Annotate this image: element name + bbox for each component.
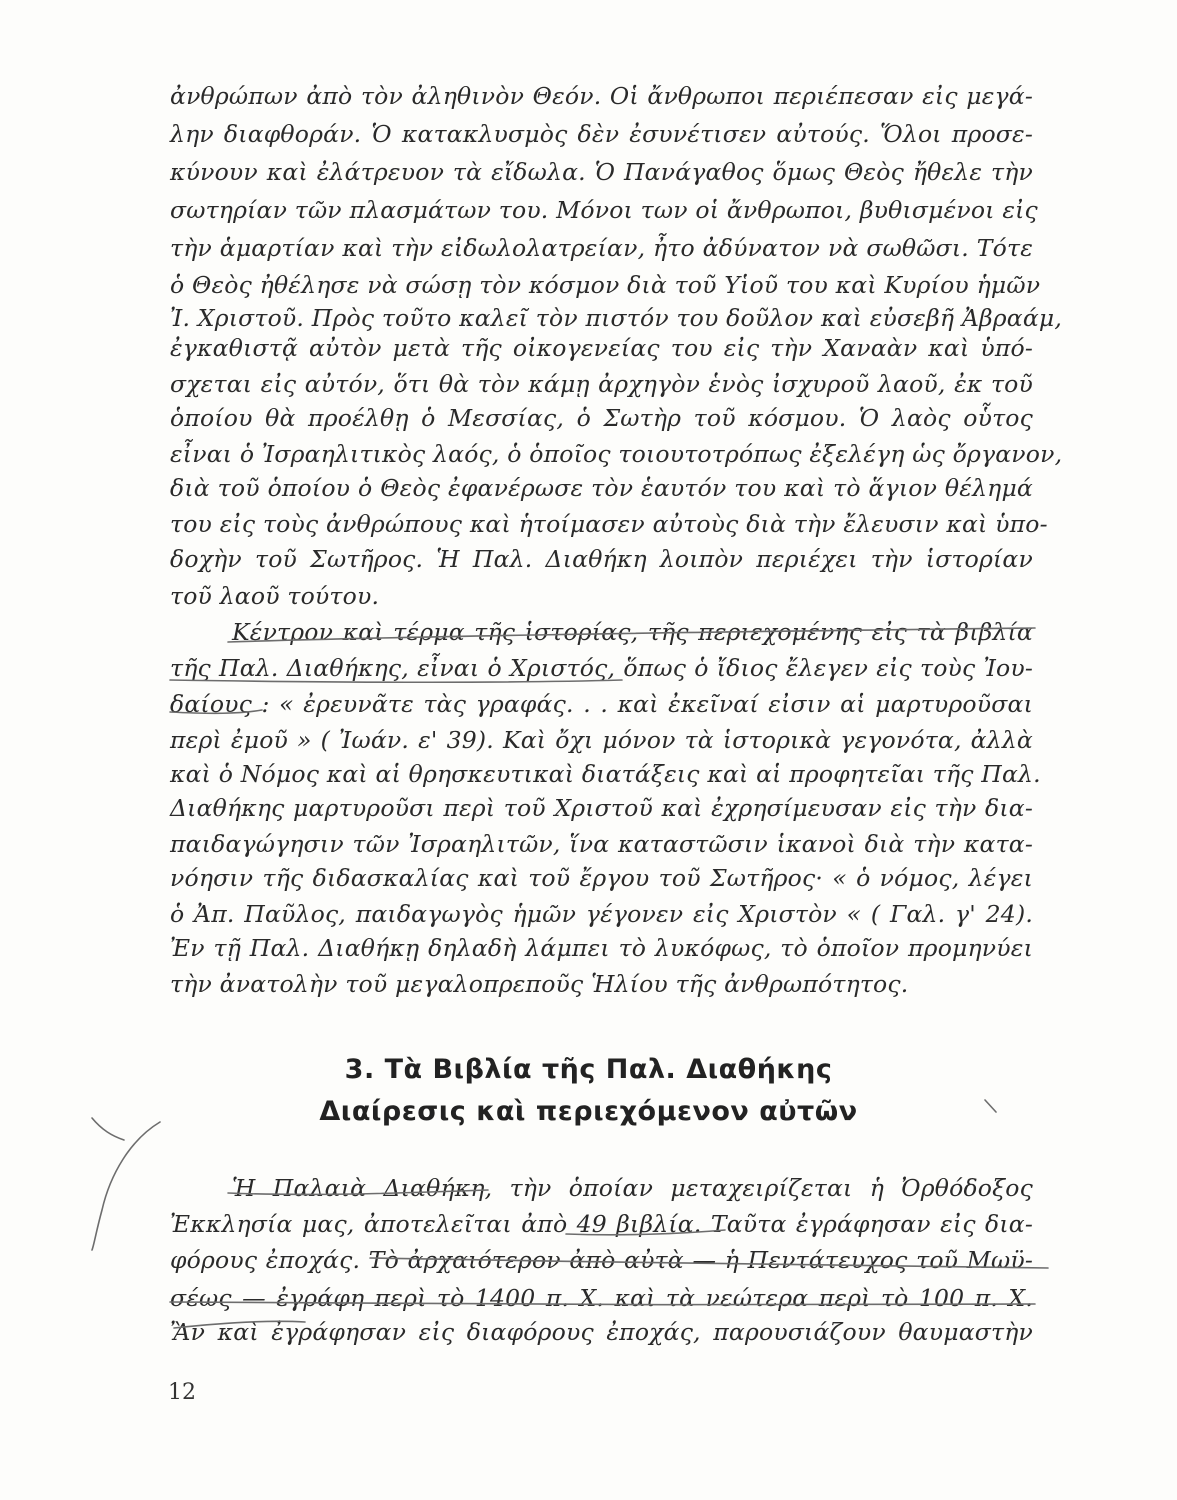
body-line: Διαθήκης μαρτυροῦσι περὶ τοῦ Χριστοῦ καὶ ἐχρησίμευσαν εἰς τὴν δια- [170, 794, 1033, 822]
page-number: 12 [168, 1380, 196, 1405]
body-line: παιδαγώγησιν τῶν Ἰσραηλιτῶν, ἵνα καταστῶσιν ἱκανοὶ διὰ τὴν κατα- [170, 830, 1033, 858]
body-line: Ἰ. Χριστοῦ. Πρὸς τοῦτο καλεῖ τὸν πιστόν του δοῦλον καὶ εὐσεβῆ Ἀβραάμ, [170, 304, 1063, 332]
body-line: κύνουν καὶ ἐλάτρευον τὰ εἴδωλα. Ὁ Πανάγαθος ὅμως Θεὸς ἤθελε τὴν [170, 158, 1033, 186]
body-line: Κέντρον καὶ τέρμα τῆς ἱστορίας, τῆς περιεχομένης εἰς τὰ βιβλία [232, 618, 1033, 646]
section-line: Ἡ Παλαιὰ Διαθήκη, τὴν ὁποίαν μεταχειρίζεται ἡ Ὀρθόδοξος [232, 1174, 1033, 1202]
body-line: διὰ τοῦ ὁποίου ὁ Θεὸς ἐφανέρωσε τὸν ἑαυτόν του καὶ τὸ ἅγιον θέλημά [170, 474, 1033, 502]
body-line: Ἐν τῇ Παλ. Διαθήκῃ δηλαδὴ λάμπει τὸ λυκόφως, τὸ ὁποῖον προμηνύει [170, 934, 1033, 962]
margin-stroke-mark [92, 1122, 160, 1250]
body-line: τῆς Παλ. Διαθήκης, εἶναι ὁ Χριστός, ὅπως ὁ ἴδιος ἔλεγεν εἰς τοὺς Ἰου- [170, 654, 1033, 682]
body-line: σχεται εἰς αὐτόν, ὅτι θὰ τὸν κάμῃ ἀρχηγὸν ἑνὸς ἰσχυροῦ λαοῦ, ἐκ τοῦ [170, 370, 1033, 398]
body-line: λην διαφθοράν. Ὁ κατακλυσμὸς δὲν ἐσυνέτισεν αὐτούς. Ὅλοι προσε- [170, 120, 1033, 148]
section-heading-subtitle: Διαίρεσις καὶ περιεχόμενον αὐτῶν [319, 1096, 858, 1127]
body-line: δοχὴν τοῦ Σωτῆρος. Ἡ Παλ. Διαθήκη λοιπὸν περιέχει τὴν ἱστορίαν [170, 545, 1033, 573]
body-line: τὴν ἀνατολὴν τοῦ μεγαλοπρεποῦς Ἡλίου τῆς ἀνθρωπότητος. [170, 970, 909, 998]
body-line: δαίους : « ἐρευνᾶτε τὰς γραφάς. . . καὶ ἐκεῖναί εἰσιν αἱ μαρτυροῦσαι [170, 690, 1033, 718]
section-line: Ἂν καὶ ἐγράφησαν εἰς διαφόρους ἐποχάς, παρουσιάζουν θαυμαστὴν [170, 1318, 1033, 1346]
section-heading-title: 3. Τὰ Βιβλία τῆς Παλ. Διαθήκης [344, 1054, 833, 1085]
body-line: του εἰς τοὺς ἀνθρώπους καὶ ἡτοίμασεν αὐτοὺς διὰ τὴν ἔλευσιν καὶ ὑπο- [170, 510, 1048, 538]
body-line: εἶναι ὁ Ἰσραηλιτικὸς λαός, ὁ ὁποῖος τοιουτοτρόπως ἐξελέγη ὡς ὄργανον, [170, 440, 1063, 468]
body-line: τὴν ἁμαρτίαν καὶ τὴν εἰδωλολατρείαν, ἦτο ἀδύνατον νὰ σωθῶσι. Τότε [170, 234, 1033, 262]
body-line: ὁ Θεὸς ἠθέλησε νὰ σώσῃ τὸν κόσμον διὰ τοῦ Υἱοῦ του καὶ Κυρίου ἡμῶν [170, 271, 1041, 299]
body-line: ὁποίου θὰ προέλθῃ ὁ Μεσσίας, ὁ Σωτὴρ τοῦ κόσμου. Ὁ λαὸς οὗτος [170, 404, 1033, 432]
section-line: σέως — ἐγράφη περὶ τὸ 1400 π. Χ. καὶ τὰ νεώτερα περὶ τὸ 100 π. Χ. [170, 1284, 1033, 1312]
body-line: ἀνθρώπων ἀπὸ τὸν ἀληθινὸν Θεόν. Οἱ ἄνθρωποι περιέπεσαν εἰς μεγά- [170, 82, 1033, 110]
section-line: φόρους ἐποχάς. Τὸ ἀρχαιότερον ἀπὸ αὐτὰ — ἡ Πεντάτευχος τοῦ Μωϋ- [170, 1246, 1033, 1274]
section-line: Ἐκκλησία μας, ἀποτελεῖται ἀπὸ 49 βιβλία. Ταῦτα ἐγράφησαν εἰς δια- [170, 1210, 1033, 1238]
body-line: ἐγκαθιστᾷ αὐτὸν μετὰ τῆς οἰκογενείας του εἰς τὴν Χαναὰν καὶ ὑπό- [170, 334, 1033, 362]
body-line: ὁ Ἀπ. Παῦλος, παιδαγωγὸς ἡμῶν γέγονεν εἰς Χριστὸν « ( Γαλ. γ' 24). [170, 900, 1033, 928]
body-line: σωτηρίαν τῶν πλασμάτων του. Μόνοι των οἱ ἄνθρωποι, βυθισμένοι εἰς [170, 196, 1038, 224]
body-line: καὶ ὁ Νόμος καὶ αἱ θρησκευτικαὶ διατάξεις καὶ αἱ προφητεῖαι τῆς Παλ. [170, 760, 1041, 788]
body-line: περὶ ἐμοῦ » ( Ἰωάν. ε' 39). Καὶ ὄχι μόνον τὰ ἱστορικὰ γεγονότα, ἀλλὰ [170, 726, 1033, 754]
body-line: τοῦ λαοῦ τούτου. [170, 582, 380, 610]
body-line: νόησιν τῆς διδασκαλίας καὶ τοῦ ἔργου τοῦ Σωτῆρος· « ὁ νόμος, λέγει [170, 864, 1033, 892]
